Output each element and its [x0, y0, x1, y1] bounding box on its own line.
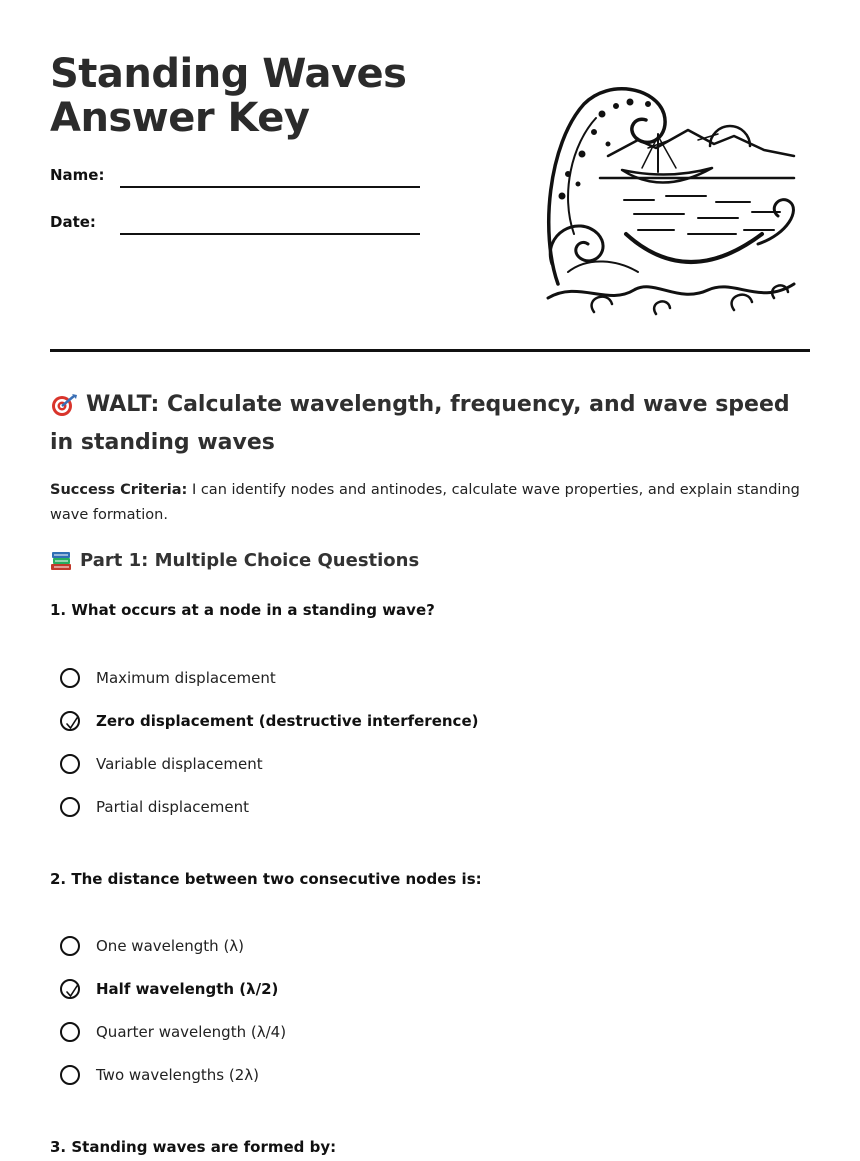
question-3: 3. Standing waves are formed by: [50, 1138, 337, 1156]
header-divider [50, 349, 810, 352]
option-label: One wavelength (λ) [96, 937, 245, 955]
radio-button-checked[interactable] [60, 979, 80, 999]
option-label: Quarter wavelength (λ/4) [96, 1023, 287, 1041]
q2-option-4[interactable] [60, 1063, 259, 1087]
q2-option-3[interactable] [60, 1020, 286, 1044]
part1-heading-text: Part 1: Multiple Choice Questions [80, 550, 420, 571]
option-label: Partial displacement [96, 798, 249, 816]
checkmark-icon [64, 983, 80, 999]
radio-button[interactable] [60, 797, 80, 817]
q1-option-1[interactable] [60, 666, 276, 690]
q2-option-2[interactable] [60, 977, 278, 1001]
page-title: Standing Waves Answer Key [50, 51, 407, 141]
option-label: Two wavelengths (2λ) [96, 1066, 259, 1084]
radio-button[interactable] [60, 936, 80, 956]
question-2: 2. The distance between two consecutive nodes is: [50, 870, 482, 888]
success-criteria-text: I can identify nodes and antinodes, calculate wave properties, and explain standing wave formation. [50, 482, 800, 523]
q1-option-3[interactable] [60, 752, 263, 776]
option-label-correct: Half wavelength (λ/2) [96, 980, 279, 998]
walt-heading [50, 386, 810, 462]
success-criteria-label: Success Criteria: [50, 482, 188, 498]
option-label: Maximum displacement [96, 669, 276, 687]
date-field-line[interactable] [120, 233, 420, 235]
radio-button[interactable] [60, 754, 80, 774]
option-label-correct: Zero displacement (destructive interference) [96, 712, 479, 730]
radio-button[interactable] [60, 1022, 80, 1042]
part1-heading [50, 550, 419, 571]
option-label: Variable displacement [96, 755, 263, 773]
q1-option-2[interactable] [60, 709, 478, 733]
radio-button[interactable] [60, 1065, 80, 1085]
wave-boat-illustration [538, 84, 802, 320]
q2-option-1[interactable] [60, 934, 244, 958]
books-icon [50, 551, 72, 571]
radio-button[interactable] [60, 668, 80, 688]
name-label: Name: [50, 166, 105, 184]
q1-option-4[interactable] [60, 795, 249, 819]
target-dart-icon [50, 393, 78, 417]
radio-button-checked[interactable] [60, 711, 80, 731]
success-criteria [50, 478, 810, 528]
date-label: Date: [50, 213, 96, 231]
walt-heading-text: WALT: Calculate wavelength, frequency, and wave speed in standing waves [50, 392, 790, 455]
question-1: 1. What occurs at a node in a standing wave? [50, 601, 435, 619]
checkmark-icon [64, 715, 80, 731]
name-field-line[interactable] [120, 186, 420, 188]
